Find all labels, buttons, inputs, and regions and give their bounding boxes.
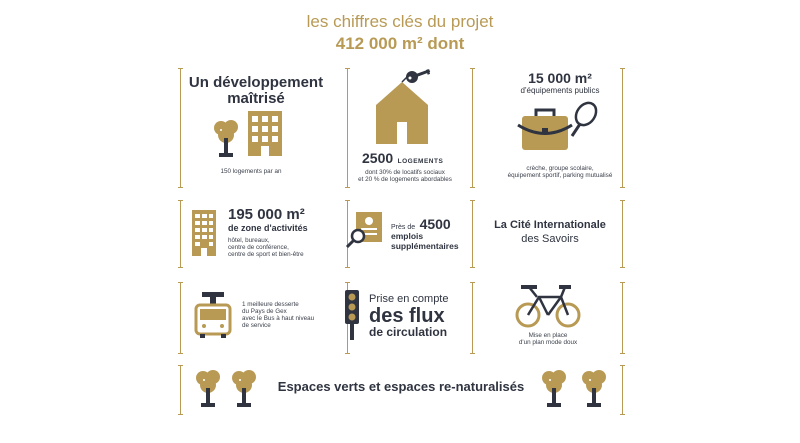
- bus-icon: [194, 292, 232, 338]
- block3-caption-line2: équipement sportif, parking mutualisé: [507, 172, 613, 179]
- house-key-icon: [372, 70, 432, 150]
- block1-title-line1: Un développement: [188, 74, 324, 91]
- divider: [470, 200, 475, 268]
- block7-caption-line3: avec le Bus à haut niveau: [242, 315, 315, 322]
- block7-caption-line1: 1 meilleure desserte: [242, 301, 299, 308]
- bracket-left: [178, 68, 183, 188]
- block8-line1: Prise en compte: [369, 293, 449, 305]
- block9-caption-line1: Mise en place: [528, 332, 568, 339]
- block5-label-line1: emplois: [391, 231, 424, 241]
- tree-icon: [194, 368, 224, 410]
- bracket-right: [620, 200, 625, 268]
- divider: [470, 68, 475, 188]
- block2-label: LOGEMENTS: [397, 158, 444, 165]
- block9-caption-line2: d'un plan mode doux: [518, 339, 578, 346]
- tree-icon: [230, 368, 260, 410]
- id-card-magnifier-icon: [344, 212, 384, 252]
- block2-caption-line2: et 20 % de logements abordables: [358, 176, 452, 183]
- bracket-right: [620, 365, 625, 415]
- block5-label-line2: supplémentaires: [391, 241, 459, 251]
- header-total: 412 000 m² dont: [335, 34, 465, 53]
- block8-line3: de circulation: [369, 325, 448, 339]
- block4-caption-line2: centre de conférence,: [228, 244, 289, 251]
- block6-line2: des Savoirs: [521, 233, 579, 245]
- bracket-right: [620, 68, 625, 188]
- block1-caption: 150 logements par an: [220, 168, 282, 175]
- block7-caption-line2: du Pays de Gex: [242, 308, 287, 315]
- block1-title-line2: maîtrisé: [227, 90, 285, 107]
- bracket-left: [178, 282, 183, 354]
- bracket-left: [178, 365, 183, 415]
- tree-icon: [212, 118, 242, 160]
- bracket-right: [620, 282, 625, 354]
- block7-caption-line4: de service: [242, 322, 271, 329]
- office-tower-icon: [192, 210, 216, 256]
- block2-headline: [362, 150, 443, 168]
- briefcase-racket-icon: [516, 100, 606, 155]
- block3-caption-line1: crèche, groupe scolaire,: [526, 165, 594, 172]
- block4-number: 195 000 m²: [228, 206, 305, 223]
- block2-number: 2500: [362, 150, 394, 166]
- block3-number: 15 000 m²: [528, 70, 592, 86]
- block8-line2: des flux: [369, 305, 445, 327]
- tree-icon: [540, 368, 570, 410]
- block5-number: 4500: [419, 216, 451, 232]
- traffic-light-icon: [345, 290, 359, 340]
- footer-text: Espaces verts et espaces re-naturalisés: [277, 379, 525, 394]
- block4-caption-line1: hôtel, bureaux,: [228, 237, 270, 244]
- tree-icon: [580, 368, 610, 410]
- block4-label: de zone d'activités: [228, 223, 308, 233]
- bracket-left: [178, 200, 183, 268]
- bicycle-icon: [515, 285, 581, 329]
- block2-caption-line1: dont 30% de locatifs sociaux: [365, 169, 445, 176]
- block5-prefix: Près de: [391, 224, 416, 231]
- header-subtitle: les chiffres clés du projet: [306, 12, 494, 31]
- building-icon: [248, 111, 282, 156]
- divider: [470, 282, 475, 354]
- block3-label: d'équipements publics: [520, 86, 600, 95]
- block6-line1: La Cité Internationale: [494, 219, 606, 231]
- block4-caption-line3: centre de sport et bien-être: [228, 251, 304, 258]
